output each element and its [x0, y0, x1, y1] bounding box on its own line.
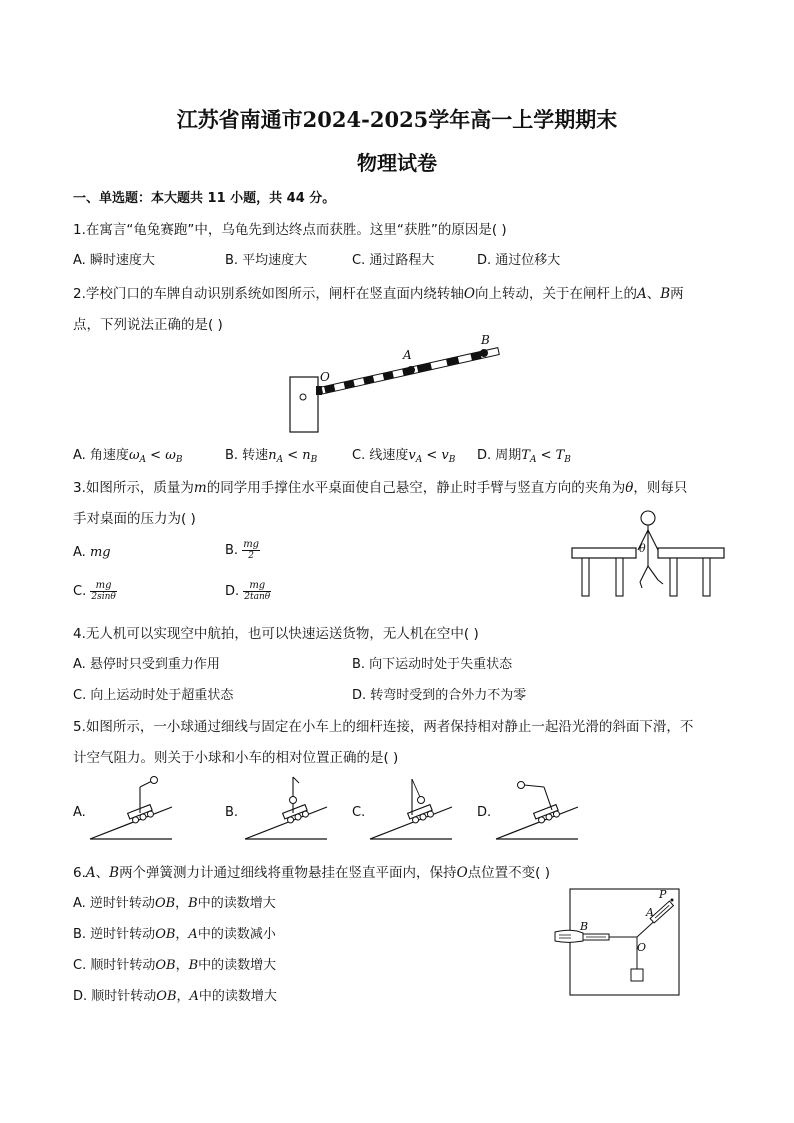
- pin-p: [671, 899, 674, 902]
- exam-subtitle: 物理试卷: [357, 151, 437, 175]
- q6d-sym: A: [189, 989, 199, 1004]
- ball-b: [290, 797, 297, 804]
- q3d-num: mg: [243, 580, 271, 592]
- label-a: A: [646, 906, 654, 919]
- label-o: O: [637, 941, 647, 954]
- q1-option-d[interactable]: D. 通过位移大: [477, 253, 561, 268]
- q1-text: 在寓言“龟兔赛跑”中，乌龟先到达终点而获胜。这里“获胜”的原因是( ): [85, 222, 507, 238]
- q3b-fraction: [242, 539, 260, 562]
- q6-stem: [73, 861, 550, 881]
- gate-post: [290, 377, 318, 432]
- q6-text-3: 点位置不变( ): [467, 865, 550, 881]
- q2a-var2: ω: [165, 448, 176, 463]
- weight: [631, 969, 643, 981]
- q2d-var2: T: [555, 448, 565, 463]
- q2b-var1: n: [268, 448, 277, 463]
- q4-stem: [73, 622, 479, 642]
- q5-figure-d: [494, 775, 584, 843]
- q2c-op: <: [422, 448, 442, 463]
- q2-stem-line2: 点，下列说法正确的是( ): [73, 317, 223, 333]
- q1-option-b[interactable]: B. 平均速度大: [225, 253, 308, 268]
- q5-figure-a: [88, 775, 178, 843]
- q2d-text: D. 周期: [477, 448, 522, 463]
- q6a-var: OB: [154, 896, 176, 911]
- q3b-label: B.: [225, 543, 239, 558]
- head: [641, 511, 655, 525]
- q3c-label: C.: [73, 584, 87, 599]
- q6c-var: OB: [155, 958, 176, 973]
- q6-number: 6.: [73, 865, 86, 881]
- q2-stem-line1: [73, 282, 684, 302]
- q6d-text: D. 顺时针转动: [73, 989, 157, 1004]
- q2c-sub2: B: [448, 455, 456, 465]
- q6-sym-a: A: [85, 865, 96, 881]
- left-table-top: [572, 548, 636, 558]
- q3-stem-line2: 手对桌面的压力为( ): [73, 511, 196, 527]
- q6-sym-b: B: [109, 865, 120, 881]
- q6b-text: B. 逆时针转动: [73, 927, 156, 942]
- q2d-sub2: B: [564, 455, 571, 465]
- q4-option-b[interactable]: B. 向下运动时处于失重状态: [352, 657, 513, 672]
- q2-figure-barrier-gate: [285, 335, 510, 435]
- q3-option-c[interactable]: [73, 580, 117, 603]
- q6a-text: A. 逆时针转动: [73, 896, 155, 911]
- q6b-post: 中的读数减小: [197, 927, 276, 942]
- q6-text-2: 两个弹簧测力计通过细线将重物悬挂在竖直平面内，保持: [119, 865, 457, 881]
- q2-text-3: 、: [646, 286, 661, 302]
- q2-option-a[interactable]: [73, 444, 182, 465]
- q2c-var1: v: [408, 448, 416, 463]
- q3a-label: A.: [73, 545, 86, 560]
- q6b-sep: ，: [175, 927, 189, 942]
- q2a-var1: ω: [128, 448, 140, 463]
- q3-sym-theta: θ: [625, 480, 634, 496]
- q5-option-c[interactable]: C.: [352, 805, 366, 820]
- q6-option-a[interactable]: [73, 892, 276, 911]
- section-heading: 一、单选题：本大题共 11 小题，共 44 分。: [73, 191, 336, 206]
- label-theta: θ: [639, 542, 646, 555]
- q5-number: 5.: [73, 719, 86, 735]
- q4-number: 4.: [73, 626, 86, 642]
- q3c-den: 2sinθ: [91, 592, 116, 602]
- q2d-var1: T: [521, 448, 530, 463]
- q2c-var2: v: [441, 448, 449, 463]
- q3-text-2: 的同学用手撑住水平桌面使自己悬空，静止时手臂与竖直方向的夹角为: [206, 480, 626, 496]
- q2d-op: <: [536, 448, 556, 463]
- exam-title: 江苏省南通市2024-2025学年高一上学期期末: [176, 107, 618, 132]
- q3d-label: D.: [225, 584, 240, 599]
- q6c-sep: ，: [175, 958, 189, 973]
- q1-number: 1.: [73, 222, 86, 238]
- q6c-sym: B: [188, 958, 199, 973]
- q3-text-1: 如图所示，质量为: [85, 480, 194, 496]
- label-p: P: [659, 888, 667, 901]
- q6b-sym: A: [188, 927, 198, 942]
- q2-sym-b: B: [660, 286, 671, 302]
- q2b-sub2: B: [310, 455, 318, 465]
- q2b-sub1: A: [276, 455, 284, 465]
- q3-figure-tables: [568, 508, 728, 600]
- q4-option-c[interactable]: C. 向上运动时处于超重状态: [73, 688, 234, 703]
- q2-text-1: 学校门口的车牌自动识别系统如图所示，闸杆在竖直面内绕转轴: [85, 286, 464, 302]
- label-a: A: [403, 348, 412, 362]
- q2-sym-o: O: [463, 286, 475, 302]
- q3a-expr: mg: [89, 545, 111, 560]
- ball-d: [518, 782, 525, 789]
- q6c-post: 中的读数增大: [198, 958, 277, 973]
- q5-stem-line2: 计空气阻力。则关于小球和小车的相对位置正确的是( ): [73, 750, 399, 766]
- ball-c: [418, 797, 425, 804]
- q5-text-1: 如图所示，一小球通过细线与固定在小车上的细杆连接，两者保持相对静止一起沿光滑的斜面下滑，不: [85, 719, 694, 735]
- q5-stem-line1: [73, 715, 693, 735]
- board: [570, 889, 679, 995]
- q2-option-d[interactable]: [477, 444, 571, 465]
- q5-figure-b: [243, 775, 333, 843]
- q3-number: 3.: [73, 480, 86, 496]
- q6-option-c[interactable]: [73, 954, 276, 973]
- gate-post-hole: [300, 394, 306, 400]
- ball-a: [151, 777, 158, 784]
- q3d-den: 2tanθ: [244, 592, 271, 602]
- q6-option-b[interactable]: [73, 923, 276, 942]
- q2-sym-a: A: [636, 286, 647, 302]
- q6b-var: OB: [155, 927, 176, 942]
- q3c-fraction: [90, 580, 116, 603]
- q1-option-c[interactable]: C. 通过路程大: [352, 253, 435, 268]
- q3-option-d[interactable]: [225, 580, 271, 603]
- q6a-sep: ，: [175, 896, 189, 911]
- q6-figure-spring-scales: [553, 885, 683, 997]
- q5-option-a[interactable]: A.: [73, 805, 86, 820]
- q2c-sub1: A: [415, 455, 423, 465]
- q2b-op: <: [283, 448, 303, 463]
- q3b-num: mg: [243, 539, 260, 550]
- label-b: B: [580, 920, 589, 933]
- q4-option-d[interactable]: D. 转弯时受到的合外力不为零: [352, 688, 527, 703]
- q5-option-d[interactable]: D.: [477, 805, 492, 820]
- q3-stem-line1: [73, 476, 687, 496]
- q6-text-1: 、: [95, 865, 110, 881]
- right-table-top: [658, 548, 724, 558]
- q2-text-2: 向上转动，关于在闸杆上的: [474, 286, 637, 302]
- q2a-text: A. 角速度: [73, 448, 129, 463]
- q4-option-a[interactable]: A. 悬停时只受到重力作用: [73, 657, 220, 672]
- q6d-post: 中的读数增大: [198, 989, 277, 1004]
- q3-option-a[interactable]: [73, 545, 111, 560]
- q2-option-b[interactable]: [225, 444, 317, 465]
- q2a-sub2: B: [175, 455, 183, 465]
- q2-option-c[interactable]: [352, 444, 455, 465]
- q5-option-b[interactable]: B.: [225, 805, 239, 820]
- q2a-sub1: A: [139, 455, 147, 465]
- q3-sym-m: m: [193, 480, 207, 496]
- label-b: B: [481, 333, 490, 347]
- q4-text: 无人机可以实现空中航拍，也可以快速运送货物，无人机在空中( ): [85, 626, 479, 642]
- q2d-sub1: A: [529, 455, 537, 465]
- q2a-op: <: [146, 448, 166, 463]
- q1-option-a[interactable]: A. 瞬时速度大: [73, 253, 155, 268]
- hand-icon: [555, 930, 583, 942]
- label-o: O: [320, 370, 330, 384]
- q6a-sym: B: [188, 896, 198, 911]
- q1-stem: [73, 218, 507, 238]
- q3d-fraction: [243, 580, 271, 603]
- q6a-post: 中的读数增大: [197, 896, 276, 911]
- q6c-text: C. 顺时针转动: [73, 958, 156, 973]
- q2c-text: C. 线速度: [352, 448, 409, 463]
- q3c-num: mg: [90, 580, 116, 592]
- point-a-dot: [407, 366, 415, 374]
- q2b-text: B. 转速: [225, 448, 269, 463]
- q3-option-b[interactable]: [225, 539, 260, 562]
- q6-sym-o: O: [456, 865, 468, 881]
- q2b-var2: n: [302, 448, 311, 463]
- q6d-var: OB: [156, 989, 177, 1004]
- q2-number: 2.: [73, 286, 86, 302]
- q2-text-4: 两: [670, 286, 684, 302]
- q6-option-d[interactable]: [73, 985, 277, 1004]
- q3b-den: 2: [248, 551, 255, 561]
- point-b-dot: [480, 349, 488, 357]
- q3-text-3: ，则每只: [633, 480, 688, 496]
- q5-figure-c: [368, 775, 458, 843]
- q6d-sep: ，: [176, 989, 190, 1004]
